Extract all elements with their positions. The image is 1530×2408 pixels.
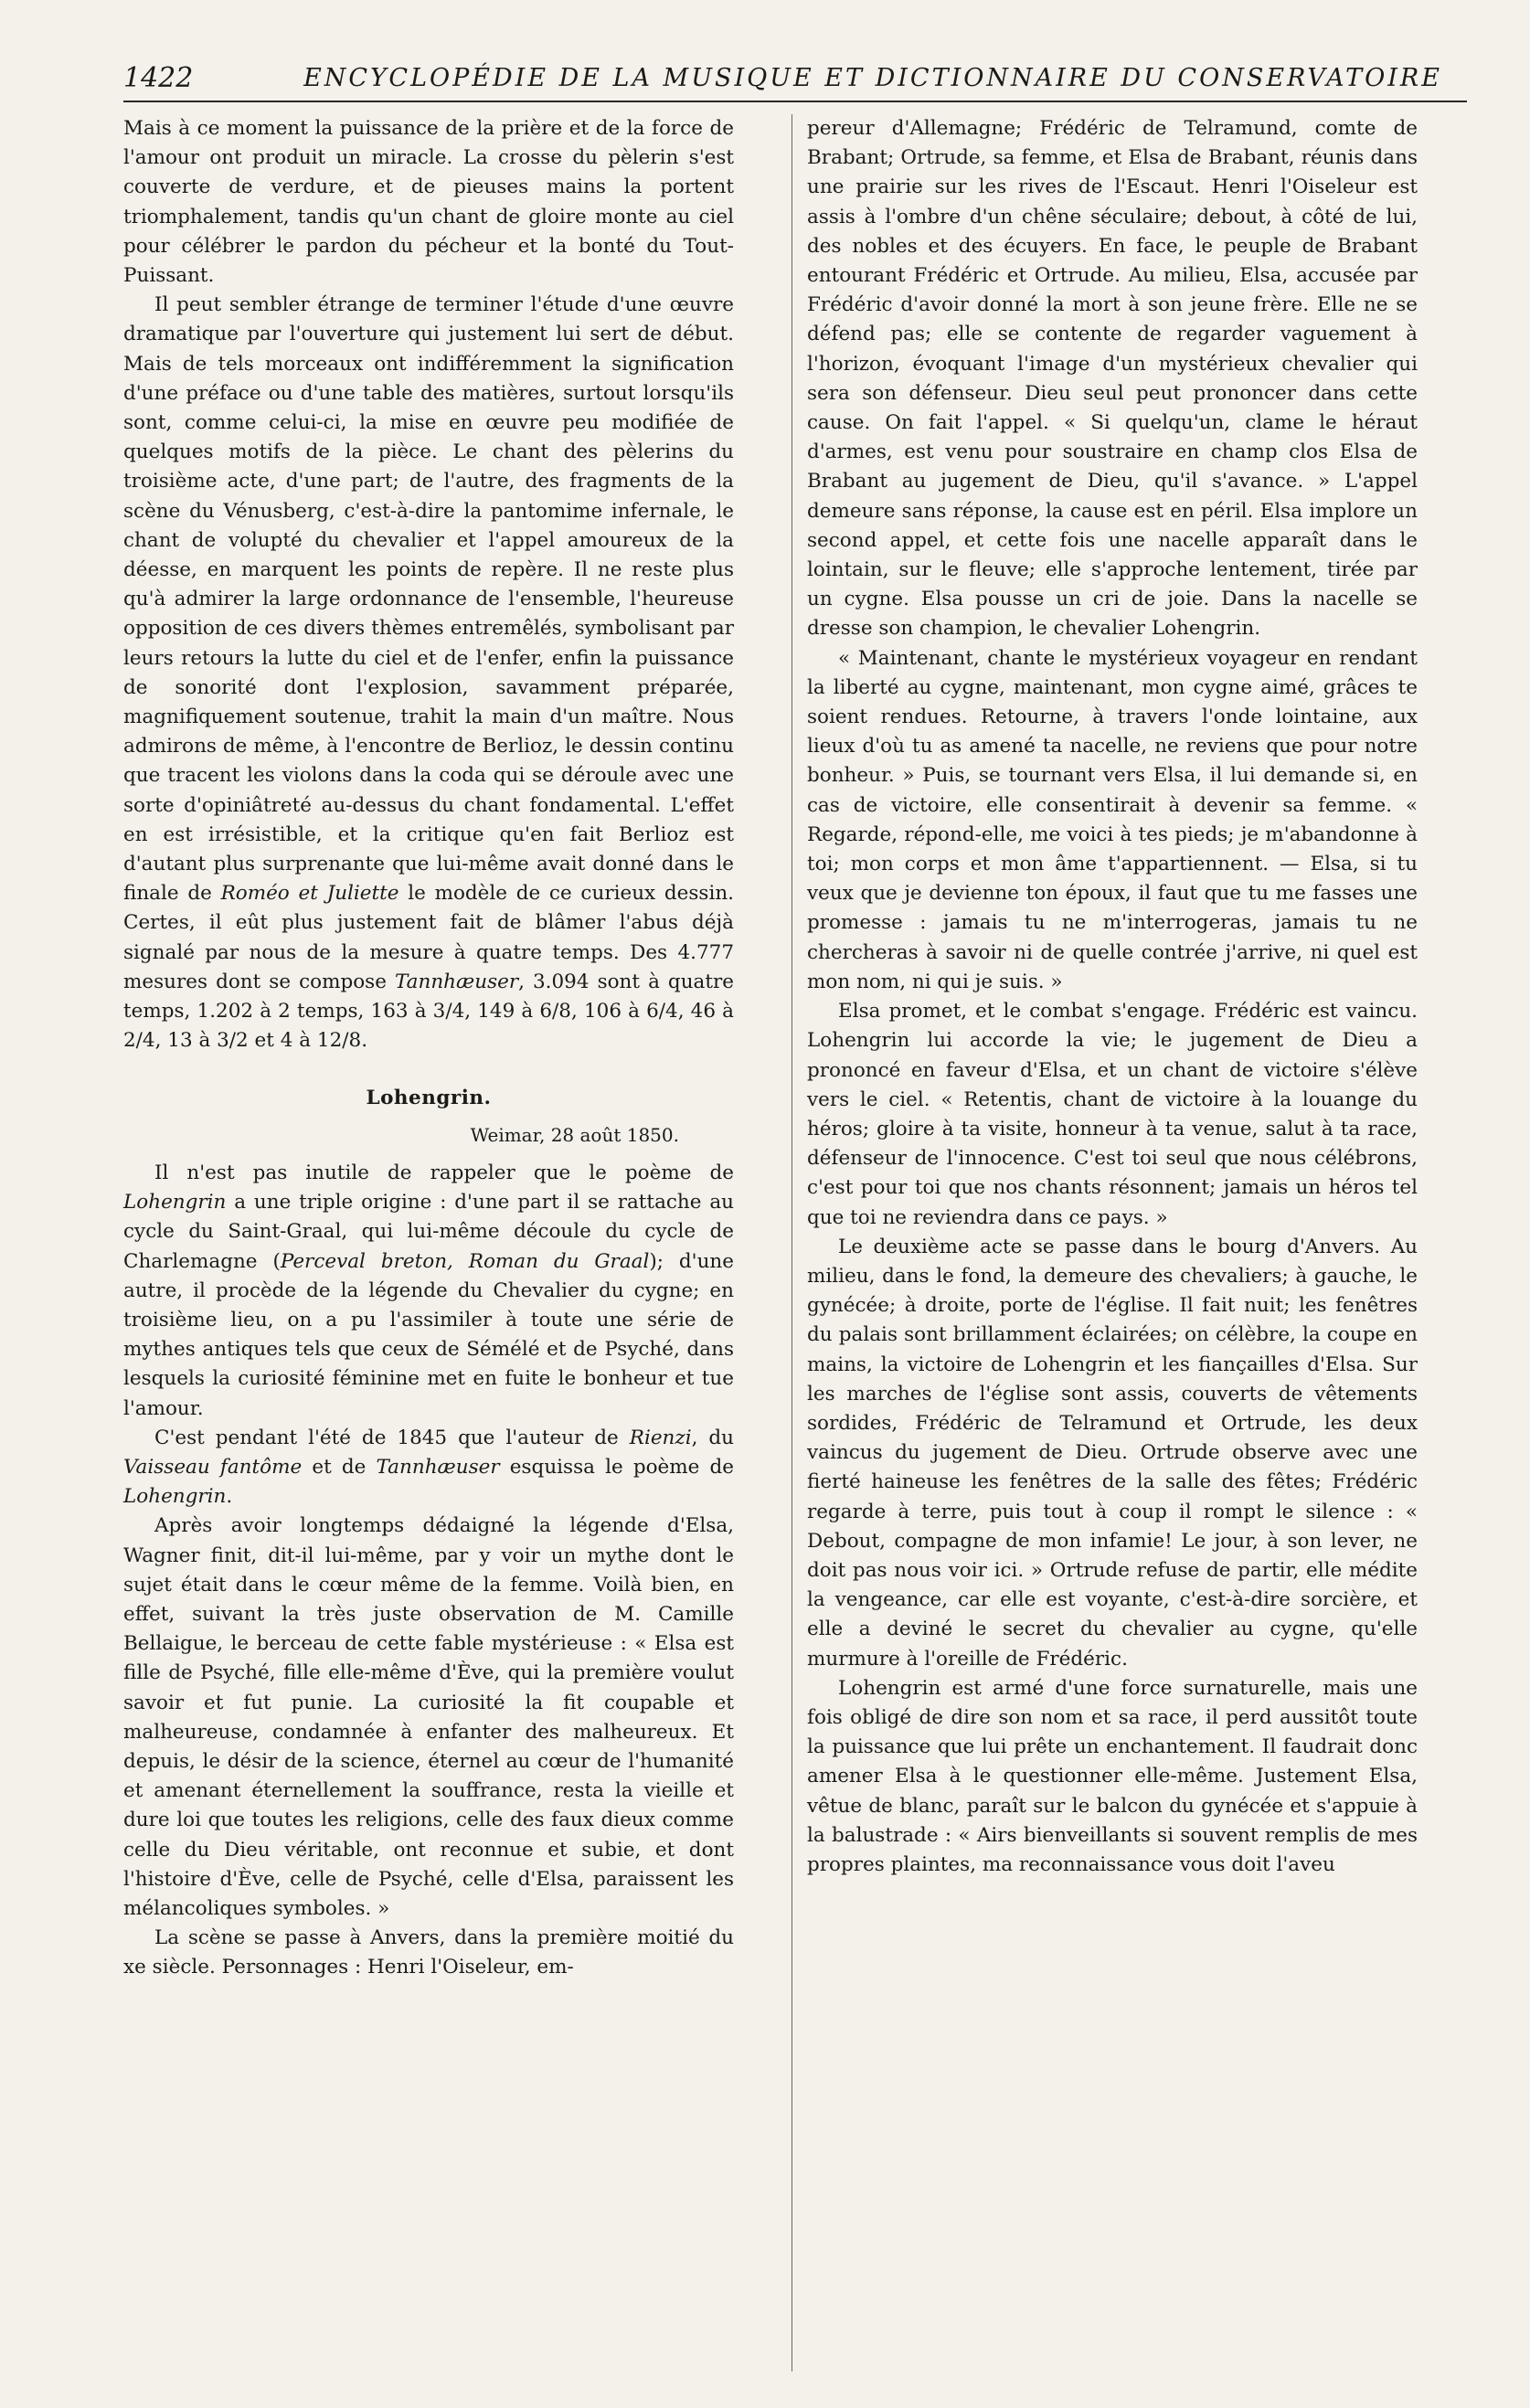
left-column (123, 114, 734, 1983)
paragraph: Elsa promet, et le combat s'engage. Frédéric est vaincu. Lohengrin lui accorde la vie; le jugement de Dieu a prononcé en faveur d'Elsa, et un chant de victoire s'élève vers le ciel. « Retentis, chant de victoire à la louange du héros; gloire à ta visite, honneur à ta venue, salut à ta race, défenseur de l'innocence. C'est toi seul que nous célébrons, c'est pour toi que nos chants résonnent; jamais un héros tel que toi ne reviendra dans ce pays. » (807, 1000, 1418, 1229)
paragraph: Lohengrin est armé d'une force surnaturelle, mais une fois obligé de dire son nom et sa race, il perd aussitôt toute la puissance que lui prête un enchantement. Il faudrait donc amener Elsa à le questionner elle-même. Justement Elsa, vêtue de blanc, paraît sur le balcon du gynécée et s'appuie à la balustrade : « Airs bienveillants si souvent remplis de mes propres plaintes, ma reconnaissance vous doit l'aveu (807, 1676, 1418, 1876)
paragraph: Mais à ce moment la puissance de la prière et de la force de l'amour ont produit un miracle. La crosse du pèlerin s'est couverte de verdure, et de pieuses mains la portent triomphalement, tandis qu'un chant de gloire monte au ciel pour célébrer le pardon du pécheur et la bonté du Tout-Puissant. (123, 117, 734, 288)
right-column (807, 114, 1418, 1880)
paragraph: pereur d'Allemagne; Frédéric de Telramund, comte de Brabant; Ortrude, sa femme, et Elsa de Brabant, réunis dans une prairie sur les rives de l'Escaut. Henri l'Oiseleur est assis à l'ombre d'un chêne séculaire; debout, à côté de lui, des nobles et des écuyers. En face, le peuple de Brabant entourant Frédéric et Ortrude. Au milieu, Elsa, accusée par Frédéric d'avoir donné la mort à son jeune frère. Elle ne se défend pas; elle se contente de regarder vaguement à l'horizon, évoquant l'image d'un mystérieux chevalier qui sera son défenseur. Dieu seul peut prononcer dans cette cause. On fait l'appel. « Si quelqu'un, clame le héraut d'armes, est venu pour soustraire en champ clos Elsa de Brabant au jugement de Dieu, qu'il s'avance. » L'appel demeure sans réponse, la cause est en péril. Elsa implore un second appel, et cette fois une nacelle apparaît dans le lointain, sur le fleuve; elle s'approche lentement, tirée par un cygne. Elsa pousse un cri de joie. Dans la nacelle se dresse son champion, le chevalier Lohengrin. (807, 117, 1418, 641)
paragraph: C'est pendant l'été de 1845 que l'auteur de Rienzi, du Vaisseau fantôme et de Tannhæuser esquissa le poème de Lohengrin. (123, 1426, 735, 1509)
paragraph: Il n'est pas inutile de rappeler que le poème de Lohengrin a une triple origine : d'une part il se rattache au cycle du Saint-Graal, qui lui-même découle du cycle de Charlemagne (Perceval breton, Roman du Graal); d'une autre, il procède de la légende du Chevalier du cygne; en troisième lieu, on a pu l'assimiler à toute une série de mythes antiques tels que ceux de Sémélé et de Psyché, dans lesquels la curiosité féminine met en fuite le bonheur et tue l'amour. (123, 1161, 734, 1420)
paragraph: La scène se passe à Anvers, dans la première moitié du xe siècle. Personnages : Henri l'Oiseleur, em- (123, 1926, 734, 1979)
dateline: Weimar, 28 août 1850. (470, 1123, 679, 1146)
page-header (123, 62, 1467, 102)
paragraph: Après avoir longtemps dédaigné la légende d'Elsa, Wagner finit, dit-il lui-même, par y voir un mythe dont le sujet était dans le cœur même de la femme. Voilà bien, en effet, suivant la très juste observation de M. Camille Bellaigue, le berceau de cette fable mystérieuse : « Elsa est fille de Psyché, fille elle-même d'Ève, qui la première voulut savoir et fut punie. La curiosité la fit coupable et malheureuse, condamnée à enfanter des malheureux. Et depuis, le désir de la science, éternel au cœur de l'humanité et amenant éternellement la souffrance, resta la vieille et dure loi que toutes les religions, celle des faux dieux comme celle du Dieu véritable, ont reconnue et subie, et dont l'histoire d'Ève, celle de Psyché, celle d'Elsa, paraissent les mélancoliques symboles. » (123, 1514, 734, 1920)
paragraph: Il peut sembler étrange de terminer l'étude d'une œuvre dramatique par l'ouverture qui justement lui sert de début. Mais de tels morceaux ont indifféremment la signification d'une préface ou d'une table des matières, surtout lorsqu'ils sont, comme celui-ci, la mise en œuvre peu modifiée de quelques motifs de la pièce. Le chant des pèlerins du troisième acte, d'une part; de l'autre, des fragments de la scène du Vénusberg, c'est-à-dire la pantomime infernale, le chant de volupté du chevalier et l'appel amoureux de la déesse, en marquent les points de repère. Il ne reste plus qu'à admirer la large ordonnance de l'ensemble, l'heureuse opposition de ces divers thèmes entremêlés, symbolisant par leurs retours la lutte du ciel et de l'enfer, enfin la puissance de sonorité dont l'explosion, savamment préparée, magnifiquement soutenue, trahit la main d'un maître. Nous admirons de même, à l'encontre de Berlioz, le dessin continu que tracent les violons dans la coda qui se déroule avec une sorte d'opiniâtreté au-dessus du chant fondamental. L'effet en est irrésistible, et la critique qu'en fait Berlioz est d'autant plus surprenante que lui-même avait donné dans le finale de Roméo et Juliette le modèle de ce curieux dessin. Certes, il eût plus justement fait de blâmer l'abus déjà signalé par nous de la mesure à quatre temps. Des 4.777 mesures dont se compose Tannhæuser, 3.094 sont à quatre temps, 1.202 à 2 temps, 163 à 3/4, 149 à 6/8, 106 à 6/4, 46 à 2/4, 13 à 3/2 et 4 à 12/8. (123, 293, 735, 1053)
running-title: ENCYCLOPÉDIE DE LA MUSIQUE ET DICTIONNAIRE DU CONSERVATOIRE (303, 64, 1442, 92)
paragraph: Le deuxième acte se passe dans le bourg d'Anvers. Au milieu, dans le fond, la demeure des chevaliers; à gauche, le gynécée; à droite, porte de l'église. Il fait nuit; les fenêtres du palais sont brillamment éclairées; on célèbre, la coupe en mains, la victoire de Lohengrin et les fiançailles d'Elsa. Sur les marches de l'église sont assis, couverts de vêtements sordides, Frédéric de Telramund et Ortrude, les deux vaincus du jugement de Dieu. Ortrude observe avec une fierté haineuse les fenêtres de la salle des fêtes; Frédéric regarde à terre, puis tout à coup il rompt le silence : « Debout, compagne de mon infamie! Le jour, à son lever, ne doit pas nous voir ici. » Ortrude refuse de partir, elle médite la vengeance, car elle est voyante, c'est-à-dire sorcière, et elle a deviné le secret du chevalier au cygne, qu'elle murmure à l'oreille de Frédéric. (807, 1235, 1418, 1671)
section-title: Lohengrin. (366, 1086, 492, 1109)
paragraph: « Maintenant, chante le mystérieux voyageur en rendant la liberté au cygne, maintenant, mon cygne aimé, grâces te soient rendues. Retourne, à travers l'onde lointaine, aux lieux d'où tu as amené ta nacelle, ne reviens que pour notre bonheur. » Puis, se tournant vers Elsa, il lui demande si, en cas de victoire, elle consentirait à devenir sa femme. « Regarde, répond-elle, me voici à tes pieds; je m'abandonne à toi; mon corps et mon âme t'appartiennent. — Elsa, si tu veux que je devienne ton époux, il faut que tu me fasses une promesse : jamais tu ne m'interrogeras, jamais tu ne chercheras à savoir ni de quelle contrée j'arrive, ni quel est mon nom, ni qui je suis. » (807, 646, 1418, 993)
page-number: 1422 (123, 62, 194, 94)
